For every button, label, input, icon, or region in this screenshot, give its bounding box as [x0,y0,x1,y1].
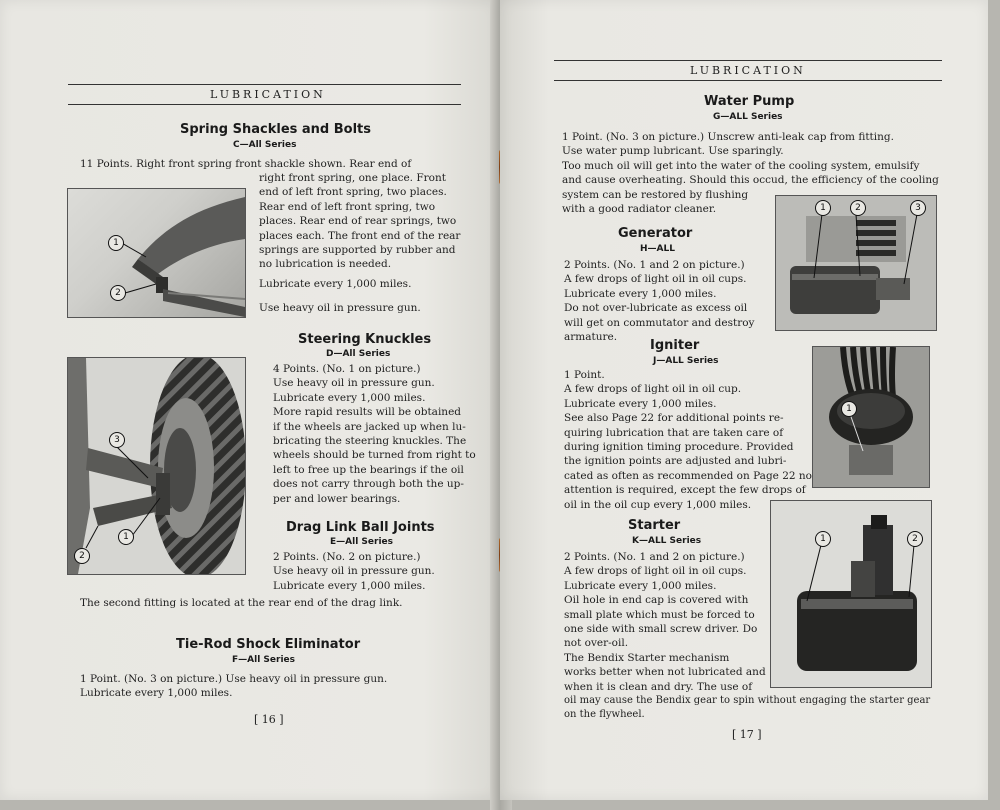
section-title-igniter: Igniter [650,338,700,353]
generator-photo [775,195,937,331]
generator-illustration [776,196,936,330]
section-title-spring-shackles: Spring Shackles and Bolts [180,122,372,137]
spring-shackle-photo [67,188,246,318]
spring-shackles-first-line: 11 Points. Right front spring front shackle shown. Rear end of [80,158,412,170]
starter-photo [770,500,932,688]
wheel-illustration [68,358,245,574]
callout-2: 2 [850,200,866,216]
igniter-illustration [813,347,929,487]
starter-illustration [771,501,931,687]
left-page [0,0,498,800]
spring-shackles-oil: Use heavy oil in pressure gun. [259,302,421,314]
section-series-steering-knuckles: D—All Series [326,349,391,359]
steering-knuckle-photo [67,357,246,575]
callout-2: 2 [110,285,126,301]
callout-1: 1 [815,531,831,547]
section-title-starter: Starter [628,518,681,533]
section-title-drag-link: Drag Link Ball Joints [286,520,435,535]
generator-body: 2 Points. (No. 1 and 2 on picture.) A few drops of light oil in oil cups. Lubricate every 1,000 miles. Do not over-lubricate as excess oil will get on commutator and destroy armature. [564,259,755,344]
drag-link-note: The second fitting is located at the rear end of the drag link. [80,597,403,609]
water-pump-body: 1 Point. (No. 3 on picture.) Unscrew anti-leak cap from fitting. Use water pump lubricant. Use sparingly. Too much oil will get into the water of the cooling system, emulsify and cause overheating. Should this occud, the efficiency of the cooling system can be restored by flushing with a good radiator cleaner. [562,131,939,216]
tie-rod-body: 1 Point. (No. 3 on picture.) Use heavy oil in pressure gun. Lubricate every 1,000 miles. [80,673,388,700]
page-number: [ 16 ] [254,713,284,726]
spring-shackle-illustration [68,189,245,317]
section-series-igniter: J—ALL Series [653,356,719,366]
spring-shackles-body: right front spring, one place. Front end of left front spring, two places. Rear end of left front spring, two places. Rear end of rear springs, two places each. The front end of the rear springs are supported by rubber and no lubrication is needed. [259,172,461,271]
starter-body-wide: oil may cause the Bendix gear to spin without engaging the starter gear on the flywheel. [564,695,931,721]
drag-link-body: 2 Points. (No. 2 on picture.) Use heavy oil in pressure gun. Lubricate every 1,000 miles. [273,551,435,592]
section-series-starter: K—ALL Series [632,536,702,546]
section-series-water-pump: G—ALL Series [713,112,783,122]
callout-2: 2 [907,531,923,547]
callout-3: 3 [109,432,125,448]
igniter-photo [812,346,930,488]
section-series-drag-link: E—All Series [330,537,393,547]
right-page [500,0,988,800]
running-head: LUBRICATION [690,64,806,77]
section-title-tie-rod: Tie-Rod Shock Eliminator [176,637,361,652]
steering-knuckles-body: 4 Points. (No. 1 on picture.) Use heavy oil in pressure gun. Lubricate every 1,000 miles. More rapid results will be obtained if the wheels are jacked up when lu- bricating the steering knuckles. The wheels should be turned from right to left to free up the bearings if the oil does not carry through both the up- per and lower bearings. [273,363,476,505]
section-title-steering-knuckles: Steering Knuckles [298,332,432,347]
starter-body: 2 Points. (No. 1 and 2 on picture.) A few drops of light oil in oil cups. Lubricate every 1,000 miles. Oil hole in end cap is covered with small plate which must be forced to one side with small screw driver. Do not over-oil. The Bendix Starter mechanism works better when not lubricated and when it is clean and dry. The use of [564,551,766,693]
running-head: LUBRICATION [210,88,326,101]
header-rule-top [68,84,461,85]
callout-1: 1 [108,235,124,251]
header-rule-bottom [68,104,461,105]
section-title-generator: Generator [618,226,693,241]
callout-2: 2 [74,548,90,564]
callout-3: 3 [910,200,926,216]
header-rule-bottom [554,80,942,81]
callout-1: 1 [841,401,857,417]
callout-1: 1 [815,200,831,216]
section-series-tie-rod: F—All Series [232,655,295,665]
section-series-generator: H—ALL [640,244,675,254]
page-number: [ 17 ] [732,728,762,741]
section-title-water-pump: Water Pump [704,94,795,109]
section-series-spring-shackles: C—All Series [233,140,297,150]
spring-shackles-lubricate: Lubricate every 1,000 miles. [259,278,412,290]
igniter-body: 1 Point. A few drops of light oil in oil cup. Lubricate every 1,000 miles. See also Page 22 for additional points re- quiring lubrication that are taken care of during ignition timing procedure. Provided the ignition points are adjusted and lubri- cated as often as recommended on Page 22 no attention is required, except the few drops of oil in the oil cup every 1,000 miles. [564,369,812,511]
callout-1: 1 [118,529,134,545]
header-rule-top [554,60,942,61]
